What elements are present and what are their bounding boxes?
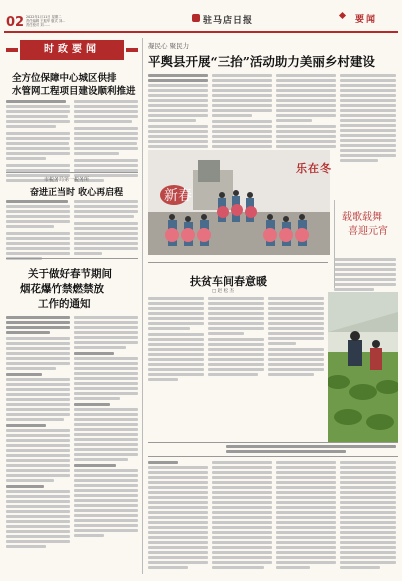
story3-headline-line3: 工作的通知	[38, 298, 91, 310]
main-story-body-col1	[148, 74, 208, 160]
side-poem-line1: 载歌载舞	[342, 212, 382, 223]
divider	[148, 456, 398, 457]
poverty-body-col3	[268, 297, 324, 378]
poverty-story-byline: □ 赵 松 杰	[212, 289, 235, 294]
calligraphy: 新春	[164, 188, 192, 204]
poverty-body-col1	[148, 297, 204, 383]
notice-body-col1	[148, 461, 208, 571]
editor-line: 责任编辑 王振华 版式 刘…	[26, 19, 66, 23]
notice-body-col3	[276, 461, 336, 571]
main-story-body-col2	[212, 74, 272, 160]
main-story-headline: 平舆县开展“三抬”活动助力美丽乡村建设	[148, 54, 375, 69]
story3-headline-line2: 烟花爆竹禁燃禁放	[20, 283, 104, 295]
story1-headline-line2: 水管网工程项目建设顺利推进	[12, 86, 136, 97]
photo-caption-rule	[148, 442, 398, 443]
page-number: 02	[6, 15, 25, 30]
logo-emblem-icon	[192, 14, 200, 22]
section-diamond-icon	[339, 12, 346, 19]
story1-headline-line1: 全方位保障中心城区供排	[12, 73, 117, 84]
date-line: 2022年1月11日 星期二	[26, 15, 62, 19]
greenhouse-workers-illustration	[328, 292, 398, 442]
header-meta	[26, 15, 65, 27]
main-story-body-col3	[276, 74, 336, 155]
side-caption	[334, 258, 396, 293]
proof-line: 责任校对 刘……	[26, 23, 51, 27]
story3-body-col1	[6, 316, 70, 550]
feature-slogan: 乐在冬	[296, 162, 332, 175]
header-rule	[4, 31, 398, 33]
workshop-photo-caption	[226, 445, 396, 455]
column-divider	[142, 38, 143, 574]
notice-body-col2	[212, 461, 272, 571]
side-divider	[334, 200, 335, 288]
story3-headline-line1: 关于做好春节期间	[28, 268, 112, 280]
divider	[6, 172, 138, 173]
banner-rule-left	[6, 48, 18, 52]
banner-rule-right	[126, 48, 138, 52]
story3-body-col2	[74, 316, 138, 539]
side-poem-line2: 喜迎元宵	[348, 226, 388, 237]
story2-body-col2	[74, 200, 138, 257]
story2-body-col1	[6, 200, 70, 262]
section-title: 要闻	[355, 15, 378, 25]
main-story-kicker: 凝民心 聚民力	[148, 42, 190, 50]
workshop-photo	[328, 292, 398, 442]
notice-body-col4	[340, 461, 396, 571]
story2-kicker: 市税务局第一税务所	[44, 177, 90, 183]
divider	[6, 258, 138, 259]
story2-headline: 奋进正当时 收心再启程	[30, 188, 124, 198]
divider	[148, 262, 328, 263]
newspaper-logo: 驻马店日报	[203, 16, 254, 26]
poverty-story-headline: 扶贫车间春意暖	[190, 275, 267, 288]
poverty-body-col2	[208, 297, 264, 378]
news-banner: 时政要闻	[20, 40, 124, 60]
main-story-body-col4	[340, 74, 396, 164]
